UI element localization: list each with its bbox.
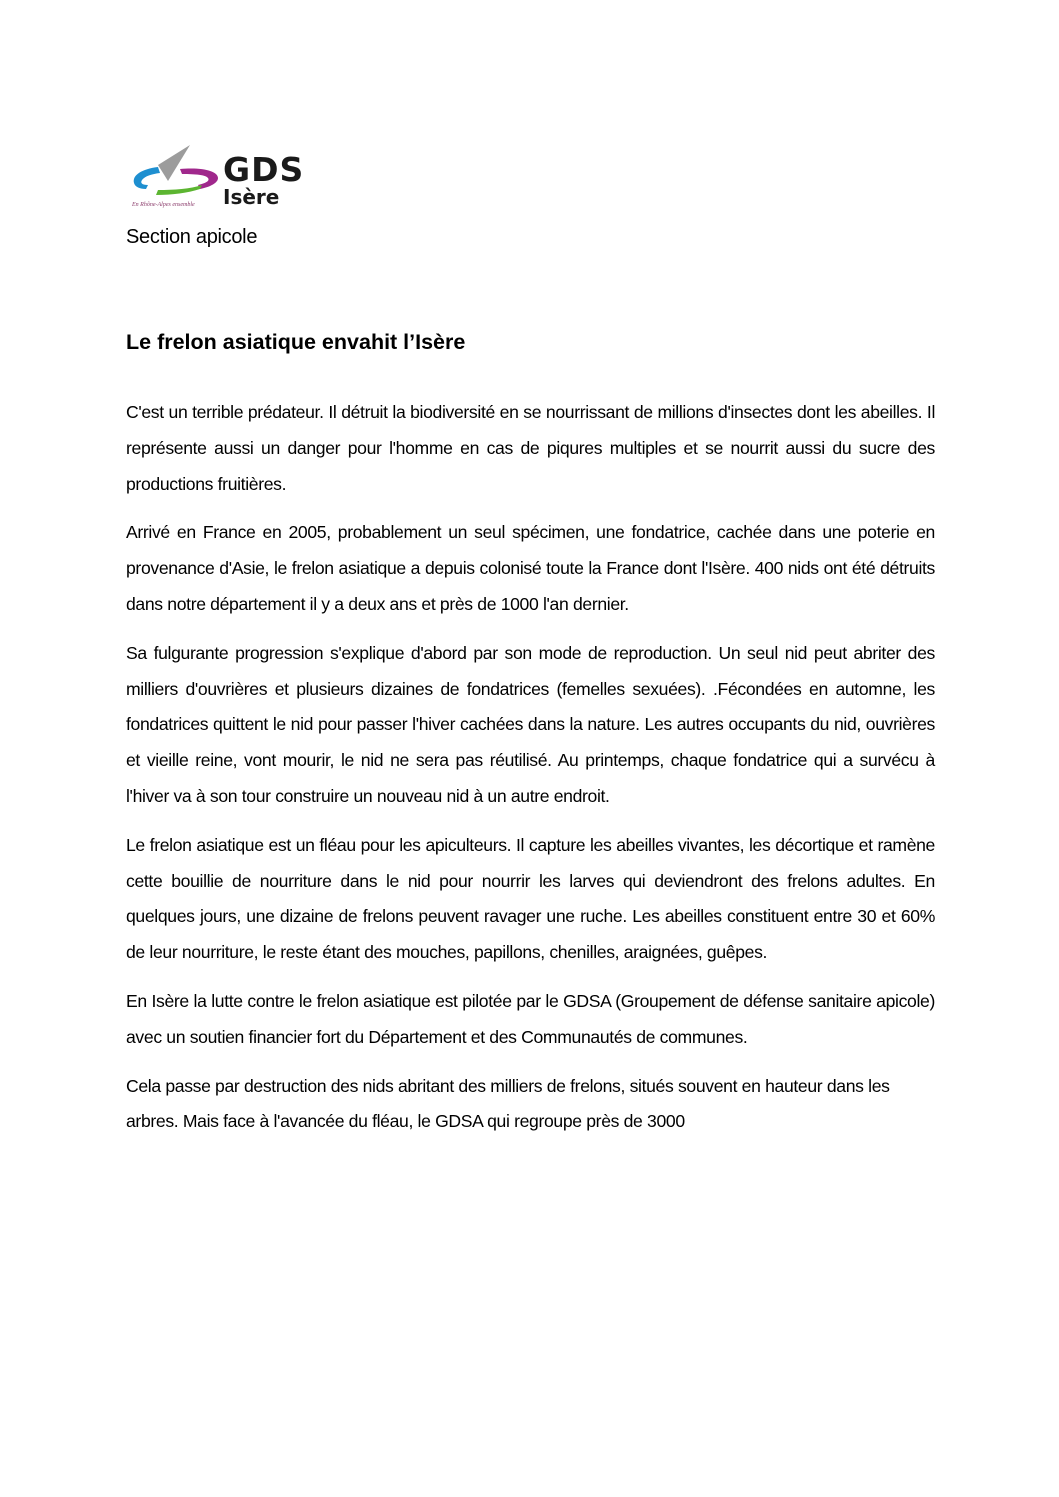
paragraph: Cela passe par destruction des nids abritant des milliers de frelons, situés souvent en hauteur dans les arbres. Mais face à l'avancée du fléau, le GDSA qui regroupe près de 3000 — [126, 1075, 890, 1132]
paragraph: Sa fulgurante progression s'explique d'abord par son mode de reproduction. Un seul nid peut abriter des milliers d'ouvrières et plusieurs dizaines de fondatrices (femelles sexuées). .Fécondées en automne, les fondatrices quittent le nid pour passer l'hiver cachées dans la nature. Les autres occupants du nid, ouvrières et vieille reine, vont mourir, le nid ne sera pas réutilisé. Au printemps, chaque fondatrice qui a survécu à l'hiver va à son tour construire un nouveau nid à un autre endroit. — [126, 642, 935, 806]
logo-isere-text: Isère — [223, 185, 280, 209]
logo-tagline: En Rhône-Alpes ensemble — [132, 202, 195, 208]
article-title: Le frelon asiatique envahit l’Isère — [126, 330, 466, 354]
logo-grey-arrow — [158, 145, 190, 181]
logo-green-swoosh — [156, 185, 202, 195]
section-label: Section apicole — [126, 226, 258, 248]
article-body — [126, 395, 935, 1153]
paragraph: Le frelon asiatique est un fléau pour les apiculteurs. Il capture les abeilles vivantes, les décortique et ramène cette bouillie de nourriture dans le nid pour nourrir les larves qui deviendront des frelons adultes. En quelques jours, une dizaine de frelons peuvent ravager une ruche. Les abeilles constituent entre 30 et 60% de leur nourriture, le reste étant des mouches, papillons, chenilles, araignées, guêpes. — [126, 834, 935, 963]
gds-isere-logo — [128, 143, 323, 213]
logo-emblem-icon — [128, 143, 220, 203]
logo-blue-swoosh — [134, 167, 160, 189]
paragraph: Arrivé en France en 2005, probablement un seul spécimen, une fondatrice, cachée dans une poterie en provenance d'Asie, le frelon asiatique a depuis colonisé toute la France dont l'Isère. 400 nids ont été détruits dans notre département il y a deux ans et près de 1000 l'an dernier. — [126, 522, 935, 614]
paragraph: En Isère la lutte contre le frelon asiatique est pilotée par le GDSA (Groupement de défense sanitaire apicole) avec un soutien financier fort du Département et des Communautés de communes. — [126, 990, 935, 1047]
logo-gds-text: GDS — [223, 150, 305, 189]
paragraph: C'est un terrible prédateur. Il détruit la biodiversité en se nourrissant de millions d'insectes dont les abeilles. Il représente aussi un danger pour l'homme en cas de piqures multiples et se nourrit aussi du sucre des productions fruitières. — [126, 402, 935, 494]
